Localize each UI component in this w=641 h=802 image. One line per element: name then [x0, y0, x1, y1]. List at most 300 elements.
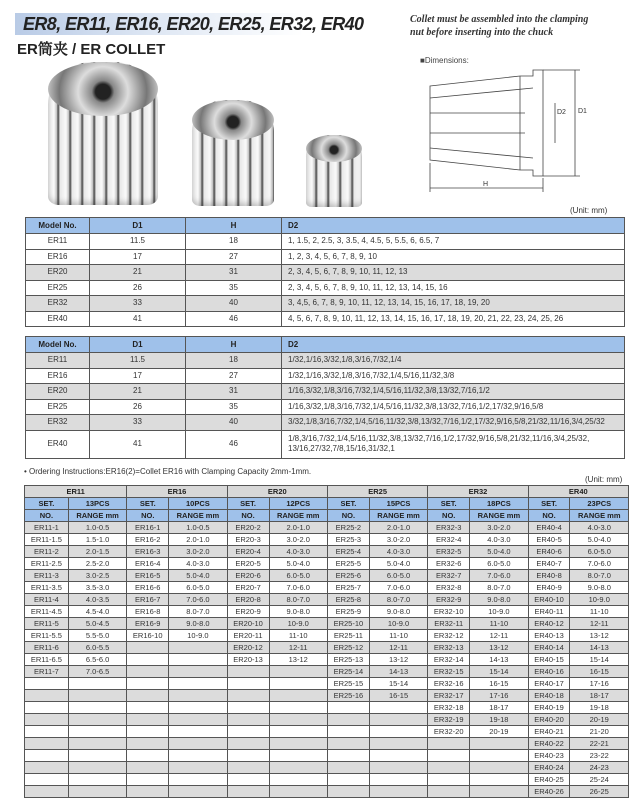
collet-no-cell: ER11-7	[25, 666, 69, 678]
model-cell: ER16	[26, 368, 90, 384]
collet-no-cell: ER25-4	[327, 546, 369, 558]
range-cell	[169, 762, 227, 774]
range-cell: 3.0-2.0	[269, 534, 327, 546]
collet-no-cell: ER16-2	[127, 534, 169, 546]
range-cell: 11-10	[369, 630, 427, 642]
range-cell: 10-9.0	[570, 594, 629, 606]
h-cell: 35	[186, 399, 282, 415]
collet-no-cell: ER20-5	[227, 558, 269, 570]
range-cell: 6.0-5.5	[68, 642, 126, 654]
range-cell: 4.0-3.0	[470, 534, 528, 546]
range-cell	[68, 762, 126, 774]
range-cell: 1.5-1.0	[68, 534, 126, 546]
collet-no-cell: ER16-6	[127, 582, 169, 594]
collet-no-cell: ER20-11	[227, 630, 269, 642]
collet-no-cell: ER11-3	[25, 570, 69, 582]
header-row	[26, 218, 625, 234]
collet-no-cell: ER32-8	[428, 582, 470, 594]
d1-label: D1	[578, 108, 587, 115]
range-cell: 2.0-1.0	[269, 522, 327, 534]
collet-no-cell: ER11-2	[25, 546, 69, 558]
collet-no-cell	[127, 678, 169, 690]
range-cell	[169, 666, 227, 678]
range-cell	[269, 738, 327, 750]
collet-no-cell: ER32-11	[428, 618, 470, 630]
h-cell: 31	[186, 384, 282, 400]
collet-no-cell: ER16-8	[127, 606, 169, 618]
collet-no-cell: ER25-2	[327, 522, 369, 534]
h-cell: 27	[186, 249, 282, 265]
set-label: SET.	[25, 498, 69, 510]
collet-no-cell: ER11-2.5	[25, 558, 69, 570]
collet-no-cell	[327, 702, 369, 714]
range-cell: 1.0-0.5	[68, 522, 126, 534]
range-cell: 9.0-8.0	[369, 606, 427, 618]
range-cell: 3.0-2.0	[369, 534, 427, 546]
collet-no-cell: ER20-7	[227, 582, 269, 594]
h-label: H	[483, 181, 489, 188]
group-name: ER32	[428, 486, 528, 498]
h-cell: 18	[186, 234, 282, 250]
set-pcs: 18PCS	[470, 498, 528, 510]
collet-no-cell: ER32-6	[428, 558, 470, 570]
collet-no-cell	[428, 750, 470, 762]
range-cell	[68, 786, 126, 798]
dimensions-label: ■Dimensions:	[420, 56, 469, 65]
d1-cell: 17	[90, 368, 186, 384]
collet-no-cell: ER11-3.5	[25, 582, 69, 594]
table-row	[25, 570, 629, 582]
collet-no-cell: ER40-10	[528, 594, 570, 606]
collet-no-cell: ER25-11	[327, 630, 369, 642]
range-cell	[169, 774, 227, 786]
collet-no-cell: ER40-21	[528, 726, 570, 738]
collet-no-cell	[127, 714, 169, 726]
range-cell: 6.0-5.0	[369, 570, 427, 582]
table-row	[25, 594, 629, 606]
range-cell: 12-11	[470, 630, 528, 642]
collet-no-cell: ER16-3	[127, 546, 169, 558]
range-cell: 1.0-0.5	[169, 522, 227, 534]
collet-no-cell: ER32-16	[428, 678, 470, 690]
collet-no-cell: ER16-1	[127, 522, 169, 534]
no-header: NO.	[528, 510, 570, 522]
h-cell: 35	[186, 280, 282, 296]
d1-cell: 33	[90, 296, 186, 312]
range-cell	[68, 714, 126, 726]
collet-no-cell: ER32-5	[428, 546, 470, 558]
model-cell: ER11	[26, 353, 90, 369]
range-cell: 4.0-3.0	[169, 558, 227, 570]
collet-no-cell	[227, 726, 269, 738]
table-row	[25, 678, 629, 690]
collet-no-cell	[25, 750, 69, 762]
set-label: SET.	[127, 498, 169, 510]
range-cell: 6.5-6.0	[68, 654, 126, 666]
table-row	[25, 582, 629, 594]
collet-no-cell: ER40-16	[528, 666, 570, 678]
h-cell: 31	[186, 265, 282, 281]
range-cell: 4.5-4.0	[68, 606, 126, 618]
collet-no-cell: ER32-9	[428, 594, 470, 606]
model-cell: ER40	[26, 311, 90, 327]
inch-dimension-table	[25, 336, 625, 459]
collet-no-cell: ER25-8	[327, 594, 369, 606]
collet-no-cell: ER25-13	[327, 654, 369, 666]
range-cell: 15-14	[369, 678, 427, 690]
collet-no-cell	[227, 750, 269, 762]
collet-no-cell	[227, 666, 269, 678]
table-row	[26, 280, 625, 296]
range-cell: 21-20	[570, 726, 629, 738]
collet-no-cell: ER25-9	[327, 606, 369, 618]
range-cell: 11-10	[470, 618, 528, 630]
table-row	[26, 311, 625, 327]
collet-no-cell: ER20-6	[227, 570, 269, 582]
note-line: Collet must be assembled into the clamping	[410, 14, 589, 25]
range-cell	[169, 690, 227, 702]
model-cell: ER11	[26, 234, 90, 250]
range-cell: 3.0-2.5	[68, 570, 126, 582]
range-cell: 18-17	[570, 690, 629, 702]
table-row	[25, 666, 629, 678]
range-cell: 7.0-6.0	[570, 558, 629, 570]
range-cell: 19-18	[470, 714, 528, 726]
range-header: RANGE mm	[269, 510, 327, 522]
d2-label: D2	[557, 109, 566, 116]
collet-no-cell: ER11-6	[25, 642, 69, 654]
range-cell: 22-21	[570, 738, 629, 750]
note-line: nut before inserting into the chuck	[410, 27, 554, 38]
range-cell: 12-11	[369, 642, 427, 654]
collet-no-cell	[227, 690, 269, 702]
range-cell	[169, 642, 227, 654]
range-cell: 16-15	[470, 678, 528, 690]
range-cell: 4.0-3.0	[369, 546, 427, 558]
collet-no-cell: ER40-5	[528, 534, 570, 546]
range-cell	[169, 750, 227, 762]
range-cell: 8.0-7.0	[369, 594, 427, 606]
set-label: SET.	[428, 498, 470, 510]
collet-no-cell: ER40-14	[528, 642, 570, 654]
table-row	[25, 786, 629, 798]
table-row	[25, 762, 629, 774]
set-label: SET.	[227, 498, 269, 510]
collet-no-cell: ER32-20	[428, 726, 470, 738]
range-cell: 4.0-3.5	[68, 594, 126, 606]
range-cell	[269, 774, 327, 786]
collet-no-cell: ER40-24	[528, 762, 570, 774]
range-cell	[269, 750, 327, 762]
collet-no-cell: ER40-25	[528, 774, 570, 786]
dimension-diagram	[415, 68, 615, 198]
range-cell: 8.0-7.0	[169, 606, 227, 618]
group-name: ER40	[528, 486, 628, 498]
range-cell: 2.5-2.0	[68, 558, 126, 570]
ordering-instructions: • Ordering Instructions:ER16(2)=Collet ER16 with Clamping Capacity 2mm-1mm.	[24, 467, 312, 476]
collet-no-cell: ER25-14	[327, 666, 369, 678]
collet-no-cell: ER20-2	[227, 522, 269, 534]
range-cell	[68, 726, 126, 738]
d2-cell: 1/16,3/32,1/8,3/16,7/32,1/4,5/16,11/32,3/8,13/32,7/16,1/2	[282, 384, 625, 400]
column-header-row	[25, 510, 629, 522]
range-cell: 10-9.0	[169, 630, 227, 642]
range-cell	[369, 714, 427, 726]
collet-no-cell	[428, 774, 470, 786]
collet-no-cell: ER40-13	[528, 630, 570, 642]
table-row	[25, 522, 629, 534]
range-cell: 6.0-5.0	[169, 582, 227, 594]
collet-no-cell: ER25-16	[327, 690, 369, 702]
range-cell: 24-23	[570, 762, 629, 774]
collet-no-cell	[227, 786, 269, 798]
d2-cell: 1/8,3/16,7/32,1/4,5/16,11/32,3/8,13/32,7/16,1/2,17/32,9/16,5/8,21/32,11/16,3/4,25/32, 13/16,27/32,7/8,15/16,31/32,1	[282, 430, 625, 458]
collet-no-cell: ER40-15	[528, 654, 570, 666]
table-row	[26, 353, 625, 369]
set-label: SET.	[528, 498, 570, 510]
range-cell: 8.0-7.0	[570, 570, 629, 582]
range-cell	[470, 786, 528, 798]
collet-photo-small	[306, 135, 362, 207]
collet-no-cell	[127, 654, 169, 666]
range-cell: 13-12	[570, 630, 629, 642]
range-cell	[369, 750, 427, 762]
range-cell: 20-19	[470, 726, 528, 738]
collet-no-cell: ER11-6.5	[25, 654, 69, 666]
range-cell	[68, 702, 126, 714]
d1-cell: 41	[90, 311, 186, 327]
collet-no-cell: ER11-4.5	[25, 606, 69, 618]
no-header: NO.	[327, 510, 369, 522]
d2-cell: 2, 3, 4, 5, 6, 7, 8, 9, 10, 11, 12, 13, 14, 15, 16	[282, 280, 625, 296]
range-cell: 5.0-4.5	[68, 618, 126, 630]
page-subtitle: ER筒夹 / ER COLLET	[17, 41, 166, 58]
range-cell: 6.0-5.0	[570, 546, 629, 558]
range-cell	[68, 678, 126, 690]
collet-no-cell	[25, 678, 69, 690]
range-cell: 9.0-8.0	[570, 582, 629, 594]
set-pcs: 13PCS	[68, 498, 126, 510]
h-cell: 18	[186, 353, 282, 369]
table-row	[25, 534, 629, 546]
collet-no-cell: ER32-3	[428, 522, 470, 534]
collet-no-cell	[25, 702, 69, 714]
d2-cell: 3/32,1/8,3/16,7/32,1/4,5/16,11/32,3/8,13/32,7/16,1/2,17/32,9/16,5/8,21/32,11/16,3/4,25/32	[282, 415, 625, 431]
range-cell: 14-13	[570, 642, 629, 654]
d1-cell: 17	[90, 249, 186, 265]
d1-cell: 26	[90, 280, 186, 296]
collet-no-cell	[227, 714, 269, 726]
collet-no-cell	[25, 714, 69, 726]
collet-no-cell: ER40-23	[528, 750, 570, 762]
range-cell: 5.5-5.0	[68, 630, 126, 642]
collet-no-cell: ER16-9	[127, 618, 169, 630]
range-cell: 23-22	[570, 750, 629, 762]
d1-cell: 11.5	[90, 353, 186, 369]
collet-no-cell	[25, 762, 69, 774]
assembly-note	[410, 13, 588, 39]
collet-no-cell	[327, 786, 369, 798]
range-cell	[269, 714, 327, 726]
d1-cell: 21	[90, 384, 186, 400]
range-cell: 5.0-4.0	[369, 558, 427, 570]
no-header: NO.	[227, 510, 269, 522]
range-cell	[68, 774, 126, 786]
d1-cell: 33	[90, 415, 186, 431]
d2-cell: 1, 1.5, 2, 2.5, 3, 3.5, 4, 4.5, 5, 5.5, 6, 6.5, 7	[282, 234, 625, 250]
group-name: ER11	[25, 486, 127, 498]
collet-no-cell: ER16-4	[127, 558, 169, 570]
table-row	[25, 738, 629, 750]
column-header: D1	[90, 337, 186, 353]
range-cell	[269, 762, 327, 774]
collet-no-cell	[127, 666, 169, 678]
model-cell: ER20	[26, 384, 90, 400]
group-name: ER20	[227, 486, 327, 498]
collet-no-cell: ER11-5.5	[25, 630, 69, 642]
range-cell	[470, 774, 528, 786]
range-header: RANGE mm	[68, 510, 126, 522]
h-cell: 27	[186, 368, 282, 384]
range-cell	[470, 738, 528, 750]
collet-no-cell	[327, 738, 369, 750]
range-header: RANGE mm	[369, 510, 427, 522]
collet-no-cell: ER40-18	[528, 690, 570, 702]
range-cell	[169, 738, 227, 750]
h-cell: 46	[186, 311, 282, 327]
collet-no-cell: ER25-12	[327, 642, 369, 654]
collet-no-cell	[25, 786, 69, 798]
collet-no-cell: ER40-4	[528, 522, 570, 534]
collet-no-cell: ER20-10	[227, 618, 269, 630]
collet-no-cell: ER40-19	[528, 702, 570, 714]
range-cell: 5.0-4.0	[269, 558, 327, 570]
collet-no-cell: ER32-10	[428, 606, 470, 618]
set-pcs: 12PCS	[269, 498, 327, 510]
range-cell: 2.0-1.5	[68, 546, 126, 558]
d1-cell: 41	[90, 430, 186, 458]
table-row	[25, 546, 629, 558]
model-cell: ER16	[26, 249, 90, 265]
collet-photo-large	[48, 62, 158, 205]
model-cell: ER32	[26, 296, 90, 312]
range-cell: 5.0-4.0	[169, 570, 227, 582]
collet-no-cell	[327, 762, 369, 774]
range-cell: 7.0-6.0	[269, 582, 327, 594]
table-row	[25, 714, 629, 726]
collet-sets-table	[24, 485, 629, 798]
table-row	[26, 296, 625, 312]
range-cell: 16-15	[369, 690, 427, 702]
set-pcs: 10PCS	[169, 498, 227, 510]
range-cell	[269, 678, 327, 690]
table-row	[26, 415, 625, 431]
range-cell: 7.0-6.5	[68, 666, 126, 678]
h-cell: 40	[186, 296, 282, 312]
collet-no-cell	[127, 642, 169, 654]
d1-cell: 26	[90, 399, 186, 415]
collet-no-cell: ER20-3	[227, 534, 269, 546]
range-cell	[169, 678, 227, 690]
range-cell: 9.0-8.0	[269, 606, 327, 618]
model-cell: ER32	[26, 415, 90, 431]
range-cell	[169, 714, 227, 726]
range-cell	[169, 726, 227, 738]
column-header: H	[186, 218, 282, 234]
collet-no-cell	[327, 714, 369, 726]
collet-no-cell	[127, 750, 169, 762]
collet-no-cell: ER25-15	[327, 678, 369, 690]
collet-no-cell: ER32-19	[428, 714, 470, 726]
collet-no-cell	[25, 774, 69, 786]
collet-no-cell: ER32-4	[428, 534, 470, 546]
range-cell: 18-17	[470, 702, 528, 714]
collet-no-cell: ER40-9	[528, 582, 570, 594]
collet-no-cell: ER25-7	[327, 582, 369, 594]
table-row	[26, 265, 625, 281]
range-cell	[369, 786, 427, 798]
range-cell	[269, 702, 327, 714]
collet-no-cell	[327, 750, 369, 762]
range-cell: 17-16	[470, 690, 528, 702]
no-header: NO.	[127, 510, 169, 522]
collet-no-cell	[428, 738, 470, 750]
collet-no-cell: ER40-17	[528, 678, 570, 690]
column-header: H	[186, 337, 282, 353]
range-cell	[369, 726, 427, 738]
range-cell: 6.0-5.0	[470, 558, 528, 570]
d1-cell: 21	[90, 265, 186, 281]
collet-no-cell	[227, 678, 269, 690]
range-cell: 4.0-3.0	[570, 522, 629, 534]
collet-no-cell: ER16-5	[127, 570, 169, 582]
range-cell: 15-14	[470, 666, 528, 678]
range-cell: 14-13	[470, 654, 528, 666]
range-cell: 5.0-4.0	[570, 534, 629, 546]
table-row	[25, 606, 629, 618]
range-cell	[169, 702, 227, 714]
collet-no-cell: ER32-18	[428, 702, 470, 714]
range-cell: 7.0-6.0	[169, 594, 227, 606]
range-cell: 7.0-6.0	[369, 582, 427, 594]
table-row	[26, 234, 625, 250]
table-row	[25, 702, 629, 714]
table-row	[25, 558, 629, 570]
collet-no-cell: ER40-26	[528, 786, 570, 798]
range-cell	[369, 774, 427, 786]
d2-cell: 3, 4,5, 6, 7, 8, 9, 10, 11, 12, 13, 14, 15, 16, 17, 18, 19, 20	[282, 296, 625, 312]
collet-no-cell: ER20-8	[227, 594, 269, 606]
collet-no-cell: ER40-8	[528, 570, 570, 582]
table-row	[25, 750, 629, 762]
model-cell: ER25	[26, 280, 90, 296]
collet-no-cell: ER25-5	[327, 558, 369, 570]
collet-no-cell: ER25-3	[327, 534, 369, 546]
collet-no-cell: ER32-7	[428, 570, 470, 582]
collet-no-cell: ER20-13	[227, 654, 269, 666]
collet-no-cell	[227, 774, 269, 786]
range-cell: 12-11	[269, 642, 327, 654]
range-cell: 12-11	[570, 618, 629, 630]
collet-no-cell	[227, 738, 269, 750]
collet-no-cell	[127, 786, 169, 798]
range-cell	[269, 690, 327, 702]
d2-cell: 2, 3, 4, 5, 6, 7, 8, 9, 10, 11, 12, 13	[282, 265, 625, 281]
unit-label: (Unit: mm)	[570, 206, 608, 215]
range-cell: 9.0-8.0	[169, 618, 227, 630]
collet-no-cell: ER40-22	[528, 738, 570, 750]
unit-label-sets: (Unit: mm)	[585, 475, 623, 484]
